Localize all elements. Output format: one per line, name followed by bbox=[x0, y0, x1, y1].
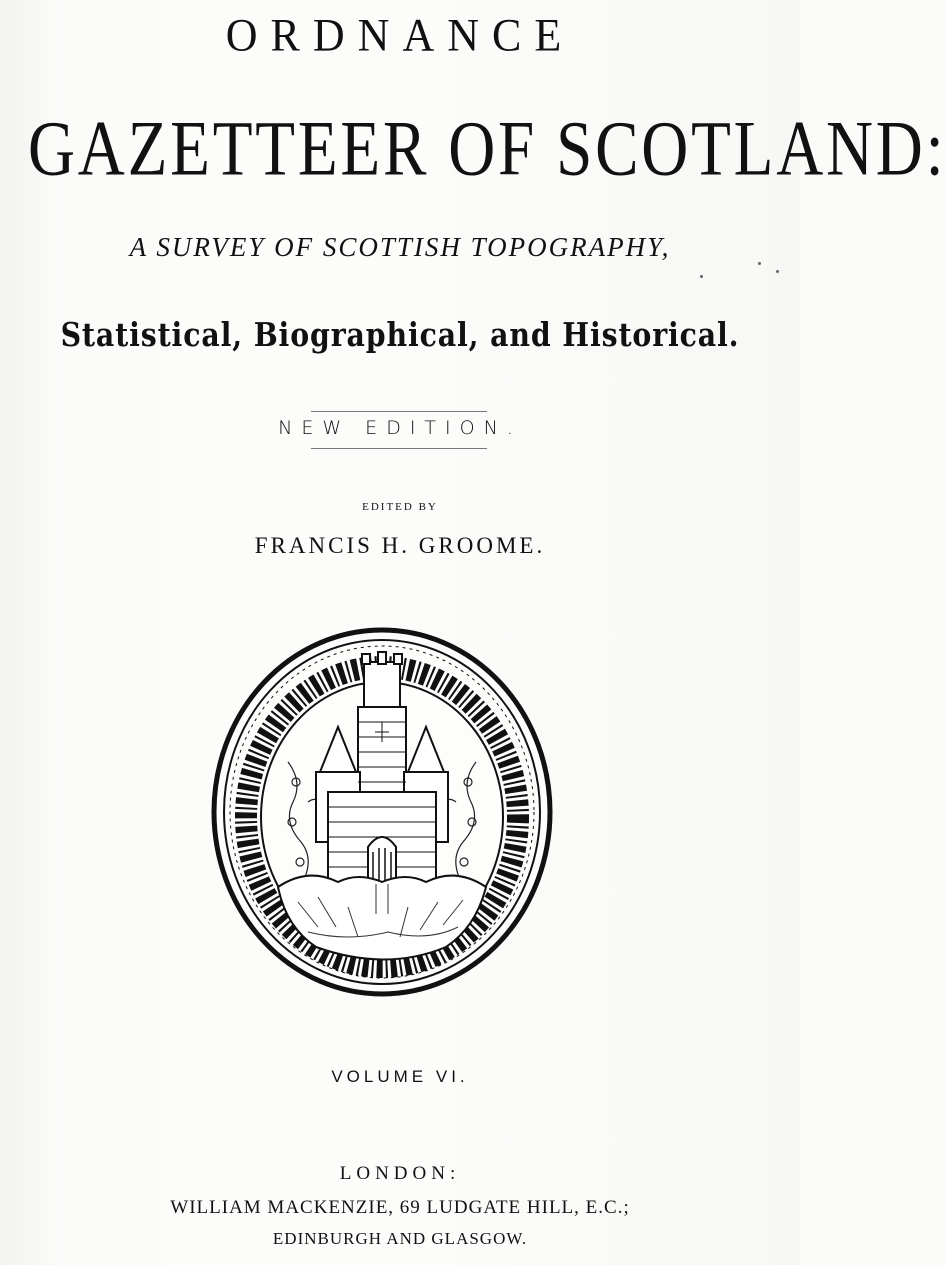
edition-label: NEW EDITION. bbox=[278, 417, 522, 439]
main-title: GAZETTEER OF SCOTLAND: bbox=[28, 106, 947, 193]
editor-name: FRANCIS H. GROOME. bbox=[254, 533, 546, 558]
castle-seal-icon bbox=[208, 622, 556, 1000]
print-speck bbox=[776, 270, 779, 273]
descriptor: Statistical, Biographical, and Historical. bbox=[60, 315, 740, 354]
print-speck bbox=[758, 262, 761, 265]
publication-place: LONDON: bbox=[339, 1163, 461, 1184]
edition-rule-top bbox=[311, 411, 487, 412]
series-title: ORDNANCE bbox=[225, 9, 575, 62]
volume-label: VOLUME VI. bbox=[331, 1067, 469, 1086]
publisher-cities: EDINBURGH AND GLASGOW. bbox=[272, 1229, 528, 1248]
edition-rule-bottom bbox=[311, 448, 487, 449]
print-speck bbox=[700, 275, 703, 278]
publisher: WILLIAM MACKENZIE, 69 LUDGATE HILL, E.C.; bbox=[170, 1197, 630, 1218]
subtitle: A SURVEY OF SCOTTISH TOPOGRAPHY, bbox=[129, 232, 671, 262]
edited-by-label: EDITED BY bbox=[362, 501, 438, 513]
